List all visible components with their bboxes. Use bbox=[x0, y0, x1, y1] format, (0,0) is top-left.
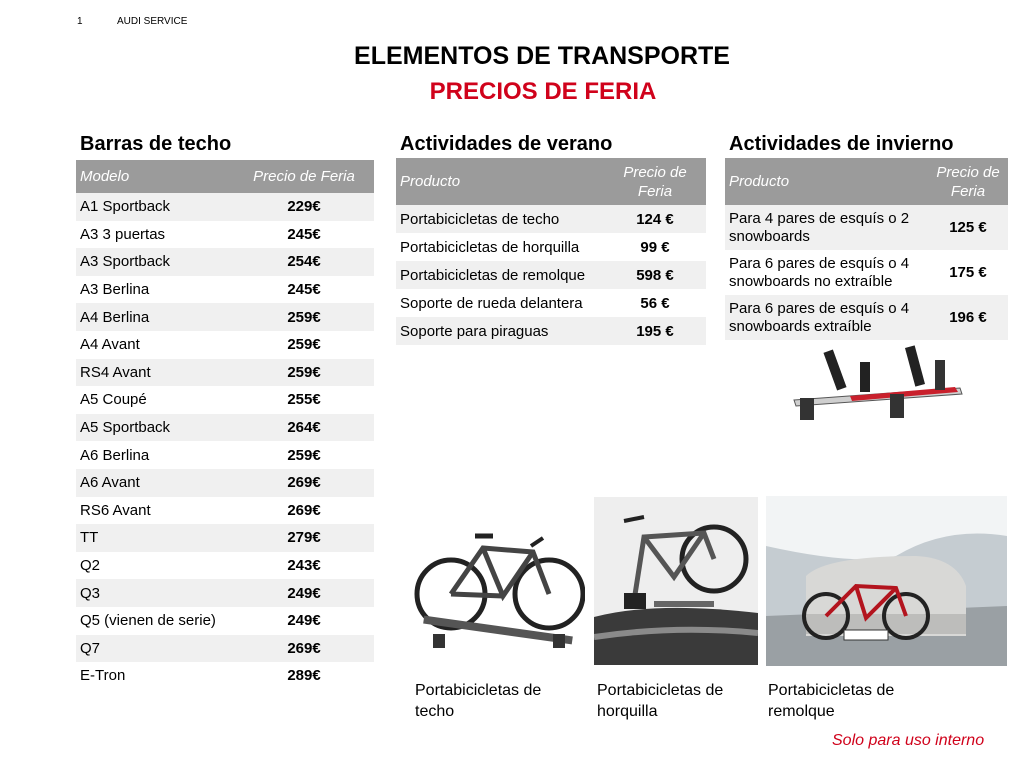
page-number: 1 bbox=[77, 16, 83, 27]
table-row bbox=[76, 386, 374, 414]
roof-bike-carrier-image bbox=[413, 508, 585, 648]
cell-product: Soporte de rueda delantera bbox=[396, 289, 604, 317]
cell-price: 269€ bbox=[234, 635, 374, 663]
fork-bike-carrier-image bbox=[594, 497, 758, 665]
col-header-product: Producto bbox=[725, 158, 928, 205]
cell-price: 245€ bbox=[234, 276, 374, 304]
caption-tow: Portabicicletas de remolque bbox=[768, 682, 895, 720]
table-row bbox=[76, 469, 374, 497]
cell-price: 99 € bbox=[604, 233, 706, 261]
cell-price: 264€ bbox=[234, 414, 374, 442]
winter-heading: Actividades de invierno bbox=[729, 133, 954, 155]
ski-rack-image bbox=[790, 340, 970, 430]
cell-model: TT bbox=[76, 524, 234, 552]
roof-bars-heading: Barras de techo bbox=[80, 133, 232, 155]
cell-price: 259€ bbox=[234, 303, 374, 331]
caption-roof: Portabicicletas de techo bbox=[415, 682, 542, 720]
table-row bbox=[76, 552, 374, 580]
table-row bbox=[76, 662, 374, 690]
cell-product: Portabicicletas de horquilla bbox=[396, 233, 604, 261]
cell-price: 598 € bbox=[604, 261, 706, 289]
cell-model: RS4 Avant bbox=[76, 359, 234, 387]
summer-heading: Actividades de verano bbox=[400, 133, 613, 155]
cell-price: 125 € bbox=[928, 205, 1008, 250]
table-row bbox=[396, 233, 706, 261]
table-row bbox=[76, 276, 374, 304]
cell-price: 175 € bbox=[928, 250, 1008, 295]
table-row bbox=[76, 524, 374, 552]
cell-model: Q7 bbox=[76, 635, 234, 663]
table-row bbox=[76, 221, 374, 249]
page-subtitle: PRECIOS DE FERIA bbox=[429, 78, 657, 105]
cell-price: 249€ bbox=[234, 579, 374, 607]
cell-model: E-Tron bbox=[76, 662, 234, 690]
col-header-product: Producto bbox=[396, 158, 604, 205]
summer-table bbox=[396, 158, 706, 345]
cell-price: 269€ bbox=[234, 497, 374, 525]
winter-table bbox=[725, 158, 1008, 340]
table-row bbox=[725, 295, 1008, 340]
cell-model: RS6 Avant bbox=[76, 497, 234, 525]
table-row bbox=[396, 205, 706, 233]
cell-price: 195 € bbox=[604, 317, 706, 345]
cell-price: 259€ bbox=[234, 331, 374, 359]
cell-price: 259€ bbox=[234, 359, 374, 387]
cell-model: A6 Berlina bbox=[76, 441, 234, 469]
cell-model: Q5 (vienen de serie) bbox=[76, 607, 234, 635]
cell-price: 259€ bbox=[234, 441, 374, 469]
cell-product: Portabicicletas de remolque bbox=[396, 261, 604, 289]
table-row bbox=[396, 289, 706, 317]
cell-product: Para 6 pares de esquís o 4 snowboards extraíble bbox=[725, 295, 928, 340]
cell-price: 229€ bbox=[234, 193, 374, 221]
cell-model: A1 Sportback bbox=[76, 193, 234, 221]
page-title: ELEMENTOS DE TRANSPORTE bbox=[354, 42, 730, 70]
table-row bbox=[76, 331, 374, 359]
table-row bbox=[76, 497, 374, 525]
col-header-price: Precio de Feria bbox=[234, 160, 374, 193]
roof-bars-table bbox=[76, 160, 374, 690]
table-row bbox=[76, 248, 374, 276]
table-row bbox=[76, 414, 374, 442]
table-row bbox=[76, 579, 374, 607]
cell-price: 255€ bbox=[234, 386, 374, 414]
cell-price: 254€ bbox=[234, 248, 374, 276]
cell-price: 124 € bbox=[604, 205, 706, 233]
cell-product: Para 6 pares de esquís o 4 snowboards no extraíble bbox=[725, 250, 928, 295]
table-row bbox=[76, 359, 374, 387]
cell-price: 269€ bbox=[234, 469, 374, 497]
table-row bbox=[76, 193, 374, 221]
cell-price: 196 € bbox=[928, 295, 1008, 340]
cell-price: 243€ bbox=[234, 552, 374, 580]
cell-model: A5 Sportback bbox=[76, 414, 234, 442]
cell-model: A3 3 puertas bbox=[76, 221, 234, 249]
cell-price: 279€ bbox=[234, 524, 374, 552]
table-row bbox=[76, 303, 374, 331]
header-brand: AUDI SERVICE bbox=[117, 16, 188, 27]
col-header-model: Modelo bbox=[76, 160, 234, 193]
cell-product: Portabicicletas de techo bbox=[396, 205, 604, 233]
cell-model: A5 Coupé bbox=[76, 386, 234, 414]
table-row bbox=[396, 261, 706, 289]
table-row bbox=[76, 441, 374, 469]
cell-model: Q2 bbox=[76, 552, 234, 580]
table-row bbox=[725, 205, 1008, 250]
cell-product: Soporte para piraguas bbox=[396, 317, 604, 345]
table-row bbox=[76, 607, 374, 635]
col-header-price: Precio de Feria bbox=[928, 158, 1008, 205]
cell-price: 249€ bbox=[234, 607, 374, 635]
cell-model: A3 Berlina bbox=[76, 276, 234, 304]
cell-model: A3 Sportback bbox=[76, 248, 234, 276]
table-row bbox=[725, 250, 1008, 295]
cell-product: Para 4 pares de esquís o 2 snowboards bbox=[725, 205, 928, 250]
cell-price: 245€ bbox=[234, 221, 374, 249]
cell-model: A4 Berlina bbox=[76, 303, 234, 331]
cell-model: A6 Avant bbox=[76, 469, 234, 497]
footer-note: Solo para uso interno bbox=[832, 732, 985, 749]
col-header-price: Precio de Feria bbox=[604, 158, 706, 205]
cell-model: A4 Avant bbox=[76, 331, 234, 359]
table-row bbox=[76, 635, 374, 663]
tow-bike-carrier-image bbox=[766, 496, 1007, 666]
cell-price: 289€ bbox=[234, 662, 374, 690]
table-row bbox=[396, 317, 706, 345]
cell-price: 56 € bbox=[604, 289, 706, 317]
caption-fork: Portabicicletas de horquilla bbox=[597, 682, 724, 720]
cell-model: Q3 bbox=[76, 579, 234, 607]
